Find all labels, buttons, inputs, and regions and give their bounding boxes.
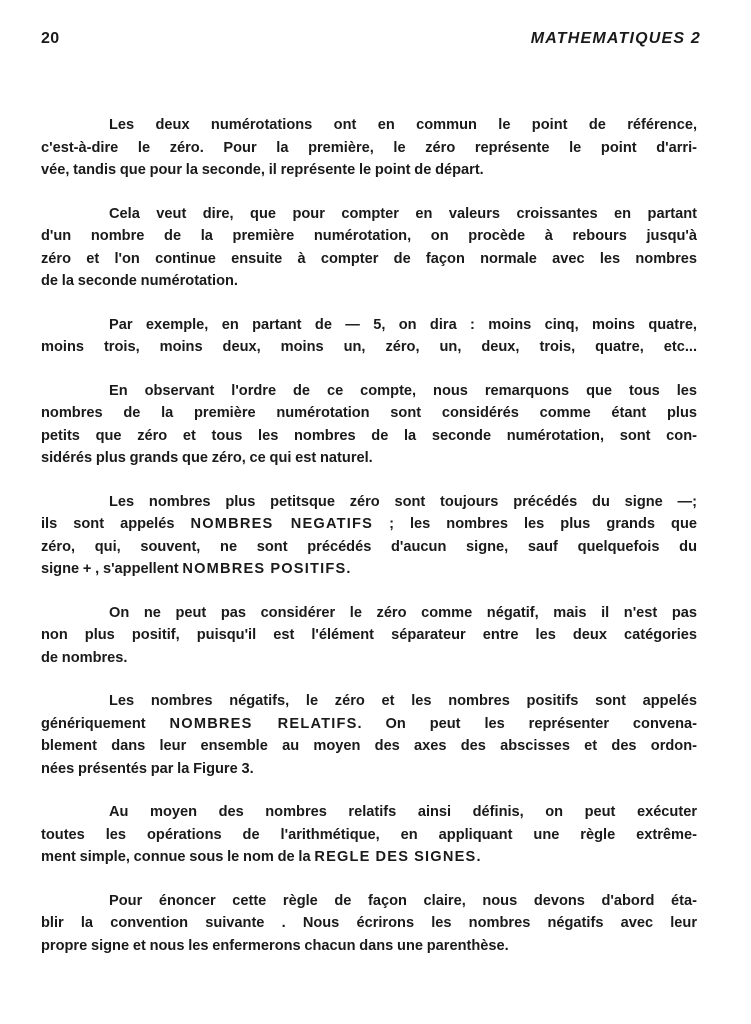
text-line: On ne peut pas considérer le zéro comme négatif, mais il n'est pas — [109, 604, 697, 621]
text-line: Les deux numérotations ont en commun le point de référence, — [109, 117, 697, 133]
text-run: ils sont appelés — [41, 516, 191, 532]
term-nombres-relatifs: NOMBRES RELATIFS — [169, 715, 358, 732]
text-line: nées présentés par la Figure 3. — [41, 760, 254, 777]
term-nombres-negatifs: NOMBRES NEGATIFS — [190, 516, 374, 532]
text-line: blir la convention suivante . Nous écrirons les nombres négatifs avec leur — [41, 915, 697, 931]
text-line: moins trois, moins deux, moins un, zéro, un, deux, trois, quatre, etc... — [41, 339, 697, 355]
text-line: Par exemple, en partant de — 5, on dira : moins cinq, moins quatre, — [109, 316, 697, 333]
text-line: non plus positif, puisqu'il est l'élément séparateur entre les deux catégories — [41, 627, 697, 643]
term-nombres-positifs: NOMBRES POSITIFS — [182, 561, 347, 577]
text-line: En observant l'ordre de ce compte, nous remarquons que tous les — [109, 382, 697, 399]
text-line: Les nombres négatifs, le zéro et les nombres positifs sont appelés — [109, 693, 697, 709]
text-line — [41, 713, 697, 736]
text-line: d'un nombre de la première numérotation, on procède à rebours jusqu'à — [41, 228, 697, 244]
text-line: zéro et l'on continue ensuite à compter de façon normale avec les nombres — [41, 250, 697, 267]
text-line: c'est-à-dire le zéro. Pour la première, le zéro représente le point d'arri- — [41, 139, 697, 156]
text-run: ; les nombres les plus grands que — [373, 516, 697, 532]
text-line: Au moyen des nombres relatifs ainsi définis, on peut exécuter — [109, 804, 697, 820]
term-regle-des-signes: REGLE DES SIGNES — [314, 849, 477, 865]
text-line: de nombres. — [41, 649, 128, 666]
paragraph-2 — [41, 203, 697, 293]
paragraph-9 — [41, 890, 697, 958]
text-run: . — [476, 849, 481, 865]
text-line: Les nombres plus petitsque zéro sont toujours précédés du signe —; — [109, 493, 697, 510]
paragraph-3 — [41, 314, 697, 359]
body-text — [41, 114, 697, 978]
text-line: Pour énoncer cette règle de façon claire, nous devons d'abord éta- — [109, 892, 697, 909]
paragraph-5 — [41, 491, 697, 581]
text-line: Cela veut dire, que pour compter en valeurs croissantes en partant — [109, 205, 697, 222]
text-line: sidérés plus grands que zéro, ce qui est naturel. — [41, 450, 373, 466]
text-line: de la seconde numérotation. — [41, 273, 238, 289]
text-run: ment simple, connue sous le nom de la — [41, 849, 315, 865]
running-title: MATHEMATIQUES 2 — [530, 30, 701, 47]
paragraph-1 — [41, 114, 697, 182]
text-line — [41, 846, 697, 869]
text-line: blement dans leur ensemble au moyen des axes des abscisses et des ordon- — [41, 738, 697, 754]
text-line: toutes les opérations de l'arithmétique, en appliquant une règle extrême- — [41, 826, 697, 843]
paragraph-7 — [41, 690, 697, 780]
text-run: signe + , s'appellent — [41, 561, 183, 577]
paragraph-6 — [41, 602, 697, 670]
text-line: propre signe et nous les enfermerons chacun dans une parenthèse. — [41, 937, 509, 954]
text-line: vée, tandis que pour la seconde, il représente le point de départ. — [41, 162, 484, 178]
text-line: petits que zéro et tous les nombres de la seconde numérotation, sont con- — [41, 427, 697, 444]
page-number: 20 — [41, 30, 60, 47]
text-run: . On peut les représenter convena- — [357, 715, 697, 732]
paragraph-8 — [41, 801, 697, 869]
paragraph-4 — [41, 380, 697, 470]
text-line — [41, 558, 697, 581]
text-line: nombres de la première numérotation sont considérés comme étant plus — [41, 405, 697, 421]
text-line — [41, 513, 697, 536]
text-run: génériquement — [41, 715, 170, 732]
text-run: . — [346, 561, 351, 577]
text-line: zéro, qui, souvent, ne sont précédés d'aucun signe, sauf quelquefois du — [41, 538, 697, 555]
